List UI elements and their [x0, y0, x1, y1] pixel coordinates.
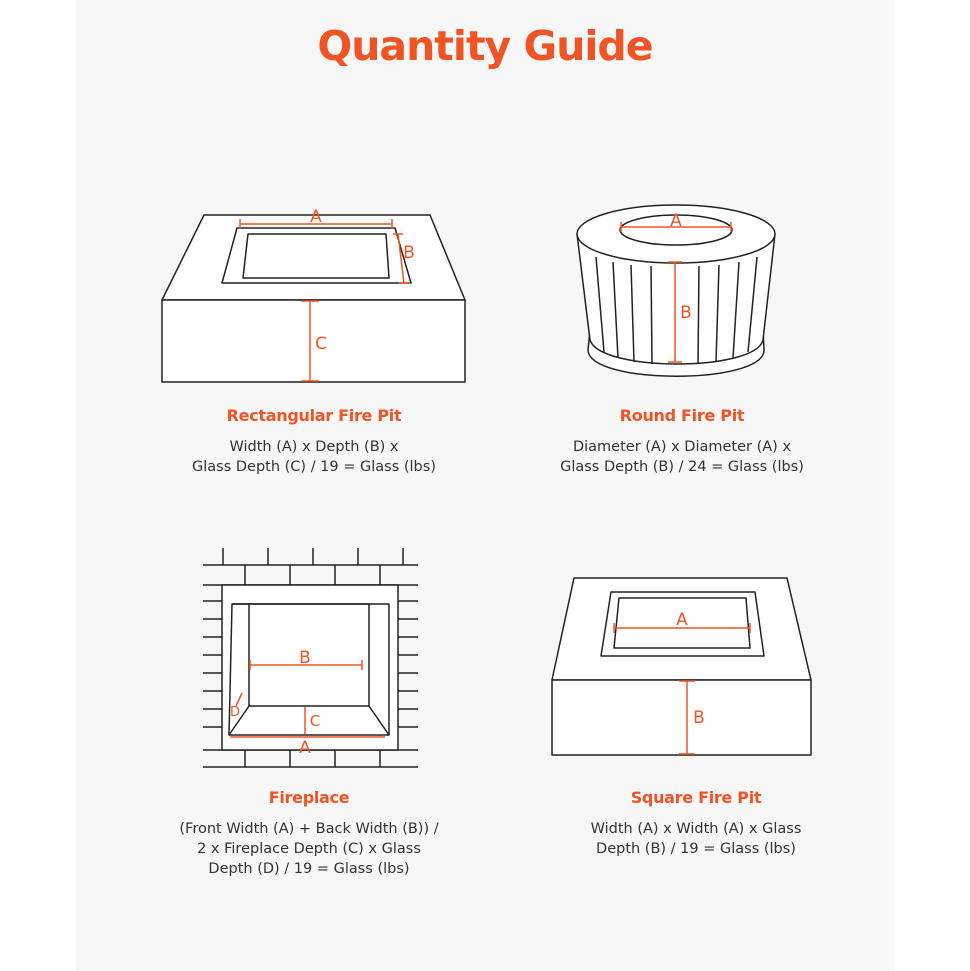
- fireplace-formula-line-1: (Front Width (A) + Back Width (B)) /: [179, 821, 439, 837]
- rectangular-formula-line-1: Width (A) x Depth (B) x: [229, 439, 399, 455]
- square-formula-line-1: Width (A) x Width (A) x Glass: [590, 821, 802, 837]
- fireplace-label-b: B: [299, 648, 311, 668]
- rectangular-formula-line-2: Glass Depth (C) / 19 = Glass (lbs): [192, 459, 436, 475]
- round-fire-pit-drawing: [577, 205, 775, 376]
- rect-label-c: C: [315, 334, 327, 354]
- rectangular-fire-pit-drawing: [162, 207, 465, 382]
- fireplace-formula-line-3: Depth (D) / 19 = Glass (lbs): [208, 861, 410, 877]
- page-title: Quantity Guide: [317, 22, 653, 70]
- square-label-a: A: [676, 610, 688, 630]
- round-title: Round Fire Pit: [619, 406, 745, 425]
- square-formula-line-2: Depth (B) / 19 = Glass (lbs): [596, 841, 796, 857]
- square-fire-pit-drawing: [552, 578, 811, 755]
- fireplace-title: Fireplace: [268, 788, 350, 807]
- fireplace-caption: [109, 788, 509, 879]
- square-title: Square Fire Pit: [630, 788, 762, 807]
- fireplace-label-c: C: [309, 712, 321, 730]
- fireplace-formula-line-2: 2 x Fireplace Depth (C) x Glass: [197, 841, 421, 857]
- square-caption: [496, 788, 896, 859]
- fireplace-drawing: [203, 548, 418, 767]
- round-label-a: A: [670, 211, 682, 231]
- rect-label-a: A: [310, 207, 322, 227]
- round-label-b: B: [680, 303, 692, 323]
- rectangular-caption: [114, 406, 514, 477]
- square-label-b: B: [693, 708, 705, 728]
- fireplace-label-a: A: [299, 738, 311, 758]
- rect-label-b: B: [403, 243, 415, 263]
- round-formula-line-1: Diameter (A) x Diameter (A) x: [572, 439, 792, 455]
- round-formula-line-2: Glass Depth (B) / 24 = Glass (lbs): [560, 459, 804, 475]
- fireplace-label-d: D: [229, 705, 241, 720]
- round-caption: [482, 406, 882, 477]
- rectangular-title: Rectangular Fire Pit: [226, 406, 402, 425]
